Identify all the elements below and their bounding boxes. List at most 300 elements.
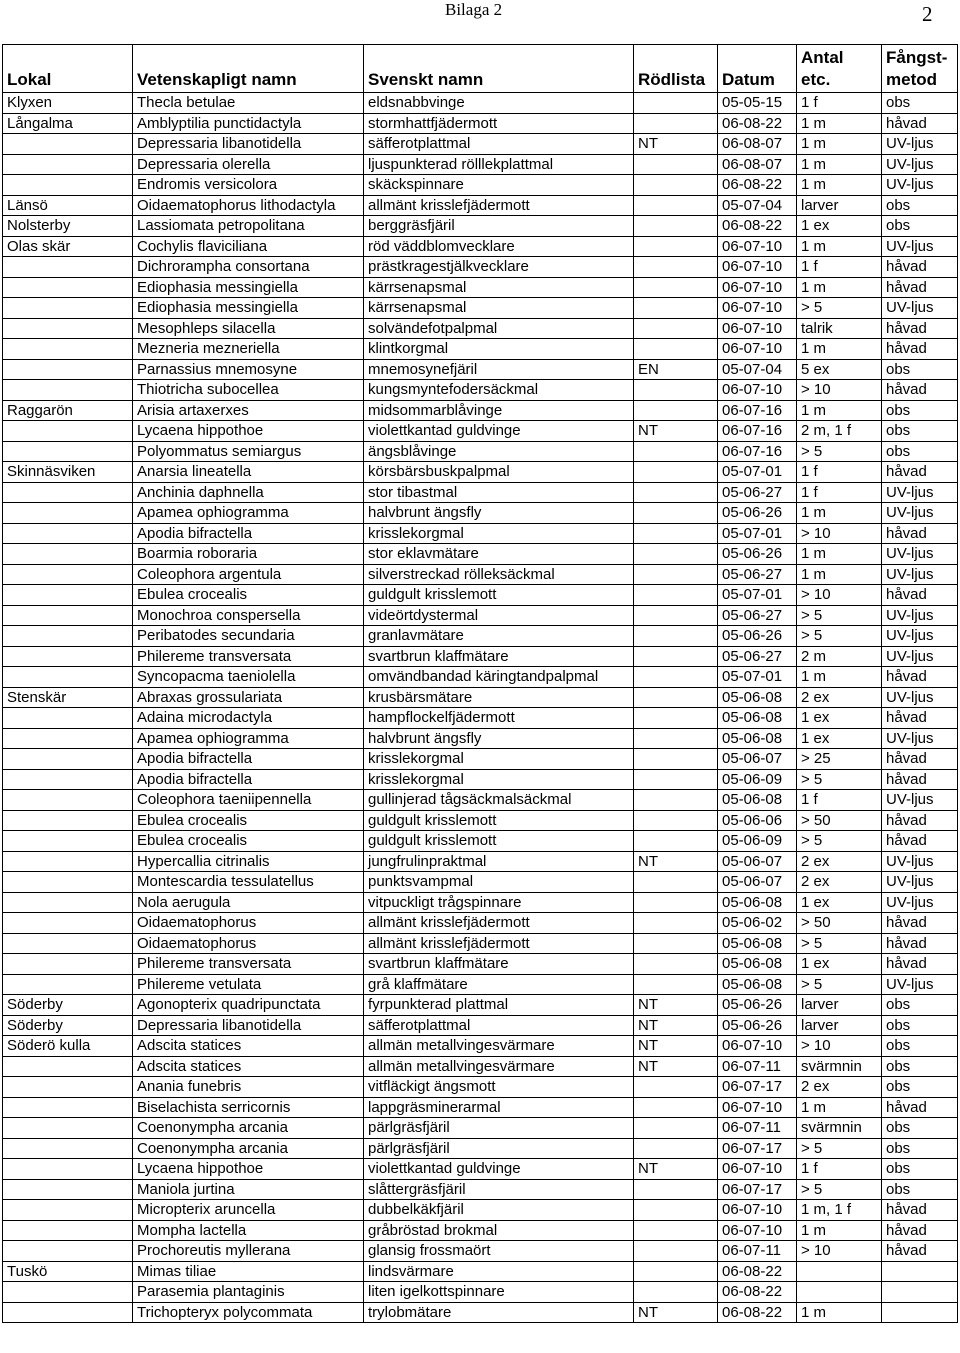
- cell-vetenskapligt-namn: Oidaematophorus: [133, 913, 364, 934]
- cell-fangstmetod: UV-ljus: [882, 646, 958, 667]
- cell-antal: [797, 1282, 882, 1303]
- cell-svenskt-namn: säfferotplattmal: [364, 134, 634, 155]
- cell-rodlista: [634, 503, 718, 524]
- cell-datum: 05-06-27: [718, 605, 797, 626]
- cell-antal: 1 m: [797, 400, 882, 421]
- cell-fangstmetod: håvad: [882, 810, 958, 831]
- cell-antal: larver: [797, 995, 882, 1016]
- cell-lokal: [3, 1097, 133, 1118]
- cell-rodlista: [634, 564, 718, 585]
- cell-svenskt-namn: solvändefotpalpmal: [364, 318, 634, 339]
- cell-datum: 06-07-10: [718, 1036, 797, 1057]
- cell-antal: > 50: [797, 913, 882, 934]
- cell-lokal: [3, 257, 133, 278]
- cell-datum: 05-06-27: [718, 564, 797, 585]
- cell-lokal: [3, 749, 133, 770]
- cell-vetenskapligt-namn: Ediophasia messingiella: [133, 298, 364, 319]
- cell-antal: 1 m: [797, 1097, 882, 1118]
- cell-svenskt-namn: säfferotplattmal: [364, 1015, 634, 1036]
- cell-svenskt-namn: guldgult krisslemott: [364, 810, 634, 831]
- cell-antal: larver: [797, 1015, 882, 1036]
- cell-fangstmetod: håvad: [882, 462, 958, 483]
- cell-svenskt-namn: lindsvärmare: [364, 1261, 634, 1282]
- cell-vetenskapligt-namn: Ebulea crocealis: [133, 831, 364, 852]
- cell-lokal: [3, 646, 133, 667]
- cell-lokal: [3, 1138, 133, 1159]
- cell-datum: 06-08-07: [718, 134, 797, 155]
- cell-vetenskapligt-namn: Abraxas grossulariata: [133, 687, 364, 708]
- cell-datum: 06-07-16: [718, 400, 797, 421]
- cell-svenskt-namn: krisslekorgmal: [364, 749, 634, 770]
- cell-svenskt-namn: kungsmyntefodersäckmal: [364, 380, 634, 401]
- cell-vetenskapligt-namn: Amblyptilia punctidactyla: [133, 113, 364, 134]
- cell-svenskt-namn: midsommarblåvinge: [364, 400, 634, 421]
- cell-rodlista: [634, 974, 718, 995]
- cell-antal: 1 m: [797, 503, 882, 524]
- cell-rodlista: [634, 257, 718, 278]
- cell-svenskt-namn: allmän metallvingesvärmare: [364, 1036, 634, 1057]
- cell-datum: 06-07-10: [718, 277, 797, 298]
- cell-fangstmetod: håvad: [882, 380, 958, 401]
- cell-antal: 1 ex: [797, 954, 882, 975]
- cell-svenskt-namn: eldsnabbvinge: [364, 93, 634, 114]
- cell-antal: 1 f: [797, 257, 882, 278]
- cell-datum: 05-06-06: [718, 810, 797, 831]
- cell-rodlista: [634, 1179, 718, 1200]
- cell-fangstmetod: obs: [882, 216, 958, 237]
- cell-vetenskapligt-namn: Depressaria libanotidella: [133, 134, 364, 155]
- cell-fangstmetod: obs: [882, 400, 958, 421]
- cell-vetenskapligt-namn: Anchinia daphnella: [133, 482, 364, 503]
- cell-svenskt-namn: berggräsfjäril: [364, 216, 634, 237]
- cell-lokal: [3, 175, 133, 196]
- cell-vetenskapligt-namn: Ebulea crocealis: [133, 585, 364, 606]
- cell-svenskt-namn: kärrsenapsmal: [364, 277, 634, 298]
- cell-rodlista: NT: [634, 1036, 718, 1057]
- table-row: [3, 933, 958, 954]
- cell-fangstmetod: UV-ljus: [882, 564, 958, 585]
- cell-vetenskapligt-namn: Boarmia roboraria: [133, 544, 364, 565]
- cell-lokal: [3, 626, 133, 647]
- cell-lokal: [3, 318, 133, 339]
- table-row: [3, 154, 958, 175]
- cell-lokal: [3, 277, 133, 298]
- cell-svenskt-namn: gråbröstad brokmal: [364, 1220, 634, 1241]
- cell-svenskt-namn: röd väddblomvecklare: [364, 236, 634, 257]
- cell-rodlista: [634, 380, 718, 401]
- cell-lokal: [3, 790, 133, 811]
- cell-antal: 1 f: [797, 1159, 882, 1180]
- cell-lokal: [3, 605, 133, 626]
- table-row: [3, 113, 958, 134]
- cell-rodlista: [634, 1241, 718, 1262]
- cell-datum: 06-08-22: [718, 1261, 797, 1282]
- cell-lokal: [3, 1077, 133, 1098]
- cell-lokal: Stenskär: [3, 687, 133, 708]
- table-row: [3, 872, 958, 893]
- cell-lokal: [3, 482, 133, 503]
- cell-rodlista: [634, 175, 718, 196]
- cell-fangstmetod: obs: [882, 195, 958, 216]
- table-row: [3, 298, 958, 319]
- cell-rodlista: [634, 544, 718, 565]
- cell-fangstmetod: obs: [882, 93, 958, 114]
- cell-svenskt-namn: krisslekorgmal: [364, 523, 634, 544]
- cell-lokal: [3, 1179, 133, 1200]
- cell-datum: 05-07-01: [718, 667, 797, 688]
- cell-fangstmetod: håvad: [882, 113, 958, 134]
- table-row: [3, 769, 958, 790]
- cell-fangstmetod: håvad: [882, 339, 958, 360]
- cell-vetenskapligt-namn: Coenonympha arcania: [133, 1118, 364, 1139]
- cell-fangstmetod: [882, 1282, 958, 1303]
- table-row: [3, 441, 958, 462]
- cell-vetenskapligt-namn: Mimas tiliae: [133, 1261, 364, 1282]
- cell-rodlista: [634, 749, 718, 770]
- cell-svenskt-namn: svartbrun klaffmätare: [364, 954, 634, 975]
- table-row: [3, 667, 958, 688]
- cell-svenskt-namn: violettkantad guldvinge: [364, 421, 634, 442]
- cell-fangstmetod: obs: [882, 1036, 958, 1057]
- cell-fangstmetod: UV-ljus: [882, 544, 958, 565]
- cell-fangstmetod: håvad: [882, 1097, 958, 1118]
- cell-fangstmetod: obs: [882, 359, 958, 380]
- cell-antal: > 5: [797, 626, 882, 647]
- cell-antal: 1 ex: [797, 892, 882, 913]
- cell-vetenskapligt-namn: Cochylis flaviciliana: [133, 236, 364, 257]
- cell-fangstmetod: UV-ljus: [882, 482, 958, 503]
- cell-vetenskapligt-namn: Anania funebris: [133, 1077, 364, 1098]
- cell-fangstmetod: [882, 1261, 958, 1282]
- cell-svenskt-namn: grå klaffmätare: [364, 974, 634, 995]
- cell-rodlista: [634, 339, 718, 360]
- cell-vetenskapligt-namn: Philereme transversata: [133, 954, 364, 975]
- cell-antal: 1 m: [797, 154, 882, 175]
- cell-antal: > 5: [797, 974, 882, 995]
- cell-lokal: Klyxen: [3, 93, 133, 114]
- table-row: [3, 1036, 958, 1057]
- cell-antal: 1 ex: [797, 728, 882, 749]
- cell-fangstmetod: UV-ljus: [882, 851, 958, 872]
- cell-svenskt-namn: violettkantad guldvinge: [364, 1159, 634, 1180]
- cell-svenskt-namn: pärlgräsfjäril: [364, 1118, 634, 1139]
- column-header-rodlista: Rödlista: [634, 45, 718, 93]
- table-row: [3, 913, 958, 934]
- table-row: [3, 646, 958, 667]
- cell-lokal: [3, 1282, 133, 1303]
- cell-lokal: Raggarön: [3, 400, 133, 421]
- table-row: [3, 462, 958, 483]
- cell-antal: 5 ex: [797, 359, 882, 380]
- cell-datum: 06-07-17: [718, 1179, 797, 1200]
- cell-antal: 2 ex: [797, 1077, 882, 1098]
- cell-lokal: Söderby: [3, 995, 133, 1016]
- cell-vetenskapligt-namn: Mesophleps silacella: [133, 318, 364, 339]
- table-row: [3, 1056, 958, 1077]
- cell-rodlista: [634, 1261, 718, 1282]
- cell-vetenskapligt-namn: Depressaria libanotidella: [133, 1015, 364, 1036]
- column-header-fangstmetod: Fångst- metod: [882, 45, 958, 93]
- cell-antal: > 5: [797, 605, 882, 626]
- cell-rodlista: [634, 113, 718, 134]
- cell-vetenskapligt-namn: Arisia artaxerxes: [133, 400, 364, 421]
- cell-lokal: [3, 298, 133, 319]
- cell-antal: 1 m: [797, 544, 882, 565]
- cell-svenskt-namn: pärlgräsfjäril: [364, 1138, 634, 1159]
- table-row: [3, 277, 958, 298]
- table-row: [3, 544, 958, 565]
- cell-rodlista: NT: [634, 421, 718, 442]
- cell-vetenskapligt-namn: Mompha lactella: [133, 1220, 364, 1241]
- cell-lokal: [3, 1241, 133, 1262]
- cell-svenskt-namn: silverstreckad rölleksäckmal: [364, 564, 634, 585]
- cell-datum: 06-07-11: [718, 1241, 797, 1262]
- cell-lokal: [3, 810, 133, 831]
- cell-antal: 1 m, 1 f: [797, 1200, 882, 1221]
- table-row: [3, 1077, 958, 1098]
- cell-datum: 05-06-08: [718, 974, 797, 995]
- cell-rodlista: NT: [634, 1056, 718, 1077]
- cell-datum: 06-07-10: [718, 236, 797, 257]
- cell-rodlista: NT: [634, 1159, 718, 1180]
- cell-rodlista: NT: [634, 851, 718, 872]
- cell-lokal: [3, 1200, 133, 1221]
- cell-vetenskapligt-namn: Lycaena hippothoe: [133, 421, 364, 442]
- cell-fangstmetod: håvad: [882, 913, 958, 934]
- table-row: [3, 503, 958, 524]
- cell-vetenskapligt-namn: Lycaena hippothoe: [133, 1159, 364, 1180]
- cell-rodlista: [634, 400, 718, 421]
- cell-lokal: [3, 954, 133, 975]
- table-row: [3, 421, 958, 442]
- cell-vetenskapligt-namn: Ebulea crocealis: [133, 810, 364, 831]
- cell-lokal: Tuskö: [3, 1261, 133, 1282]
- cell-vetenskapligt-namn: Oidaematophorus lithodactyla: [133, 195, 364, 216]
- cell-lokal: [3, 913, 133, 934]
- cell-fangstmetod: UV-ljus: [882, 605, 958, 626]
- cell-datum: 05-06-08: [718, 708, 797, 729]
- cell-datum: 05-06-08: [718, 687, 797, 708]
- cell-lokal: [3, 974, 133, 995]
- cell-fangstmetod: UV-ljus: [882, 154, 958, 175]
- table-row: [3, 995, 958, 1016]
- table-row: [3, 257, 958, 278]
- cell-lokal: Länsö: [3, 195, 133, 216]
- cell-rodlista: [634, 298, 718, 319]
- cell-antal: 1 m: [797, 339, 882, 360]
- cell-datum: 05-06-27: [718, 482, 797, 503]
- cell-antal: 2 m: [797, 646, 882, 667]
- cell-datum: 06-07-11: [718, 1118, 797, 1139]
- cell-antal: svärmnin: [797, 1056, 882, 1077]
- cell-rodlista: [634, 1282, 718, 1303]
- cell-fangstmetod: obs: [882, 1159, 958, 1180]
- column-header-datum: Datum: [718, 45, 797, 93]
- cell-vetenskapligt-namn: Adscita statices: [133, 1036, 364, 1057]
- cell-lokal: [3, 1220, 133, 1241]
- cell-svenskt-namn: stor tibastmal: [364, 482, 634, 503]
- cell-datum: 05-06-07: [718, 872, 797, 893]
- cell-antal: 1 m: [797, 1220, 882, 1241]
- table-row: [3, 810, 958, 831]
- cell-antal: > 10: [797, 380, 882, 401]
- cell-antal: 1 m: [797, 134, 882, 155]
- table-row: [3, 851, 958, 872]
- cell-datum: 05-06-08: [718, 728, 797, 749]
- table-row: [3, 954, 958, 975]
- cell-lokal: Nolsterby: [3, 216, 133, 237]
- cell-datum: 06-07-10: [718, 1200, 797, 1221]
- cell-vetenskapligt-namn: Monochroa conspersella: [133, 605, 364, 626]
- table-row: [3, 1282, 958, 1303]
- cell-vetenskapligt-namn: Maniola jurtina: [133, 1179, 364, 1200]
- cell-fangstmetod: håvad: [882, 667, 958, 688]
- table-row: [3, 749, 958, 770]
- cell-fangstmetod: UV-ljus: [882, 974, 958, 995]
- cell-lokal: [3, 1159, 133, 1180]
- cell-rodlista: [634, 93, 718, 114]
- cell-svenskt-namn: halvbrunt ängsfly: [364, 503, 634, 524]
- table-row: [3, 1302, 958, 1323]
- cell-svenskt-namn: allmän metallvingesvärmare: [364, 1056, 634, 1077]
- cell-antal: 2 ex: [797, 851, 882, 872]
- cell-lokal: [3, 564, 133, 585]
- cell-antal: > 5: [797, 1138, 882, 1159]
- table-row: [3, 93, 958, 114]
- cell-svenskt-namn: guldgult krisslemott: [364, 585, 634, 606]
- table-row: [3, 564, 958, 585]
- cell-datum: 05-06-26: [718, 626, 797, 647]
- cell-antal: 1 f: [797, 790, 882, 811]
- cell-antal: 1 f: [797, 482, 882, 503]
- cell-datum: 05-06-09: [718, 831, 797, 852]
- species-table: [2, 44, 958, 1323]
- cell-fangstmetod: obs: [882, 421, 958, 442]
- cell-rodlista: [634, 687, 718, 708]
- cell-rodlista: [634, 462, 718, 483]
- cell-vetenskapligt-namn: Apamea ophiogramma: [133, 728, 364, 749]
- cell-lokal: [3, 154, 133, 175]
- table-row: [3, 1200, 958, 1221]
- cell-fangstmetod: UV-ljus: [882, 175, 958, 196]
- cell-fangstmetod: UV-ljus: [882, 892, 958, 913]
- cell-antal: larver: [797, 195, 882, 216]
- cell-datum: 06-08-22: [718, 175, 797, 196]
- cell-rodlista: [634, 1097, 718, 1118]
- table-row: [3, 831, 958, 852]
- cell-svenskt-namn: liten igelkottspinnare: [364, 1282, 634, 1303]
- cell-lokal: [3, 523, 133, 544]
- cell-svenskt-namn: hampflockelfjädermott: [364, 708, 634, 729]
- cell-antal: > 50: [797, 810, 882, 831]
- cell-datum: 06-07-10: [718, 1097, 797, 1118]
- cell-svenskt-namn: omvändbandad käringtandpalpmal: [364, 667, 634, 688]
- cell-vetenskapligt-namn: Polyommatus semiargus: [133, 441, 364, 462]
- table-row: [3, 482, 958, 503]
- cell-vetenskapligt-namn: Apodia bifractella: [133, 523, 364, 544]
- cell-rodlista: [634, 236, 718, 257]
- cell-lokal: [3, 933, 133, 954]
- cell-lokal: Söderö kulla: [3, 1036, 133, 1057]
- cell-datum: 05-06-26: [718, 544, 797, 565]
- cell-rodlista: [634, 523, 718, 544]
- cell-antal: 1 ex: [797, 708, 882, 729]
- cell-rodlista: [634, 708, 718, 729]
- cell-antal: > 5: [797, 298, 882, 319]
- cell-svenskt-namn: glansig frossmaört: [364, 1241, 634, 1262]
- table-row: [3, 1138, 958, 1159]
- cell-rodlista: NT: [634, 995, 718, 1016]
- cell-fangstmetod: håvad: [882, 1220, 958, 1241]
- cell-vetenskapligt-namn: Apodia bifractella: [133, 769, 364, 790]
- cell-lokal: [3, 851, 133, 872]
- table-row: [3, 585, 958, 606]
- cell-fangstmetod: håvad: [882, 954, 958, 975]
- cell-antal: 2 m, 1 f: [797, 421, 882, 442]
- cell-rodlista: [634, 154, 718, 175]
- cell-rodlista: [634, 318, 718, 339]
- cell-datum: 05-06-26: [718, 503, 797, 524]
- cell-vetenskapligt-namn: Anarsia lineatella: [133, 462, 364, 483]
- cell-fangstmetod: håvad: [882, 585, 958, 606]
- cell-fangstmetod: obs: [882, 1015, 958, 1036]
- table-row: [3, 523, 958, 544]
- cell-antal: > 5: [797, 831, 882, 852]
- cell-lokal: [3, 1118, 133, 1139]
- table-row: [3, 1015, 958, 1036]
- cell-datum: 05-06-08: [718, 790, 797, 811]
- cell-fangstmetod: UV-ljus: [882, 687, 958, 708]
- cell-lokal: Söderby: [3, 1015, 133, 1036]
- cell-vetenskapligt-namn: Adaina microdactyla: [133, 708, 364, 729]
- cell-fangstmetod: håvad: [882, 257, 958, 278]
- cell-svenskt-namn: gullinjerad tågsäckmalsäckmal: [364, 790, 634, 811]
- cell-rodlista: [634, 195, 718, 216]
- cell-fangstmetod: UV-ljus: [882, 790, 958, 811]
- header-row: [3, 45, 958, 93]
- table-row: [3, 892, 958, 913]
- cell-rodlista: NT: [634, 134, 718, 155]
- cell-antal: 1 m: [797, 236, 882, 257]
- table-row: [3, 1097, 958, 1118]
- cell-antal: > 10: [797, 585, 882, 606]
- cell-datum: 06-08-22: [718, 1302, 797, 1323]
- cell-lokal: [3, 544, 133, 565]
- cell-svenskt-namn: stor eklavmätare: [364, 544, 634, 565]
- cell-rodlista: [634, 1118, 718, 1139]
- cell-lokal: [3, 1302, 133, 1323]
- cell-datum: 06-07-10: [718, 318, 797, 339]
- cell-rodlista: [634, 913, 718, 934]
- table-row: [3, 1118, 958, 1139]
- cell-vetenskapligt-namn: Adscita statices: [133, 1056, 364, 1077]
- table-row: [3, 359, 958, 380]
- cell-rodlista: [634, 769, 718, 790]
- table-row: [3, 400, 958, 421]
- cell-vetenskapligt-namn: Philereme transversata: [133, 646, 364, 667]
- cell-datum: 05-06-07: [718, 851, 797, 872]
- cell-vetenskapligt-namn: Philereme vetulata: [133, 974, 364, 995]
- cell-rodlista: [634, 728, 718, 749]
- cell-svenskt-namn: punktsvampmal: [364, 872, 634, 893]
- cell-lokal: [3, 503, 133, 524]
- cell-vetenskapligt-namn: Agonopterix quadripunctata: [133, 995, 364, 1016]
- cell-svenskt-namn: videörtdystermal: [364, 605, 634, 626]
- cell-antal: > 5: [797, 441, 882, 462]
- cell-fangstmetod: håvad: [882, 1200, 958, 1221]
- cell-rodlista: [634, 1200, 718, 1221]
- cell-lokal: Långalma: [3, 113, 133, 134]
